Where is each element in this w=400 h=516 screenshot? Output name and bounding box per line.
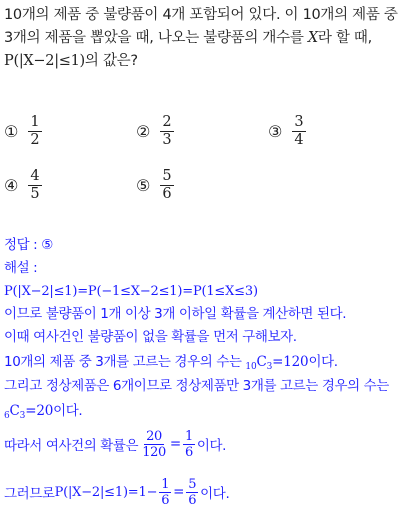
solution-step-2: 이때 여사건인 불량품이 없을 확률을 먼저 구해보자. (4, 329, 297, 345)
numerator: 5 (162, 168, 172, 184)
choice-number: ① (4, 122, 19, 141)
probability-expression: P(|X−2|≤1)=1− (54, 484, 158, 500)
choice-3[interactable] (268, 114, 306, 149)
solution-step-5 (4, 398, 398, 424)
denominator: 3 (162, 132, 172, 148)
question (4, 4, 396, 73)
combination-value: =20 (25, 403, 54, 419)
question-line-1: 10개의 제품 중 불량품이 4개 포함되어 있다. 이 10개의 제품 중 (4, 7, 398, 23)
solution-step-6 (4, 424, 398, 464)
choice-5[interactable] (136, 168, 174, 203)
explanation-label: 해설 : (4, 260, 38, 276)
choice-fraction (292, 114, 305, 149)
denominator: 5 (30, 186, 40, 202)
solution-text: 그러므로 (4, 486, 55, 502)
combination-symbol: C (256, 354, 267, 370)
solution-step-3 (4, 349, 398, 375)
choice-number: ③ (268, 122, 283, 141)
choice-fraction (160, 168, 173, 203)
choice-4[interactable] (4, 168, 42, 203)
fraction (140, 429, 168, 460)
choice-fraction (160, 114, 173, 149)
numerator: 1 (30, 114, 40, 130)
combination-n: 10 (245, 362, 257, 372)
probability-expression: P(|X−2|≤1) (4, 53, 85, 69)
question-line-3 (4, 50, 396, 73)
solution-step-7 (4, 470, 398, 514)
solution-text: 따라서 여사건의 확률은 (4, 438, 139, 454)
denominator: 6 (188, 492, 197, 508)
combination-n: 6 (4, 411, 10, 421)
question-line-2 (4, 27, 396, 50)
question-text: 의 값은? (84, 53, 138, 69)
choice-2[interactable] (136, 114, 174, 149)
answer-line: 정답 : ⑤ (4, 237, 53, 253)
choice-number: ⑤ (136, 176, 151, 195)
numerator: 3 (294, 114, 304, 130)
solution-step-4: 그리고 정상제품은 6개이므로 정상제품만 3개를 고르는 경우의 수는 (4, 378, 389, 394)
equals-sign: = (169, 436, 181, 452)
numerator: 20 (146, 428, 162, 444)
solution-text: 이다. (308, 354, 338, 370)
denominator: 6 (184, 444, 193, 460)
denominator: 6 (161, 492, 170, 508)
solution-equation-1: P(|X−2|≤1)=P(−1≤X−2≤1)=P(1≤X≤3) (4, 284, 258, 299)
combination-expression (4, 403, 53, 419)
solution (4, 234, 398, 514)
choice-number: ④ (4, 176, 19, 195)
combination-r: 3 (266, 362, 273, 372)
combination-r: 3 (19, 411, 26, 421)
choice-fraction (28, 114, 41, 149)
numerator: 4 (30, 168, 40, 184)
question-text: 라 할 때, (317, 30, 372, 46)
numerator: 2 (162, 114, 172, 130)
fraction (183, 429, 195, 460)
solution-text: 이다. (53, 403, 83, 419)
variable-x: X (307, 30, 318, 46)
combination-expression (245, 354, 308, 370)
denominator: 4 (294, 132, 304, 148)
numerator: 5 (188, 476, 197, 492)
solution-text: 10개의 제품 중 3개를 고르는 경우의 수는 (4, 354, 246, 370)
answer-choices (4, 114, 396, 204)
solution-text: 이다. (196, 438, 227, 454)
choice-fraction (28, 168, 41, 203)
combination-symbol: C (9, 403, 20, 419)
equals-sign: = (173, 484, 185, 500)
choice-1[interactable] (4, 114, 42, 149)
fraction (159, 477, 171, 508)
choice-number: ② (136, 122, 151, 141)
numerator: 1 (184, 428, 193, 444)
denominator: 120 (142, 444, 166, 460)
numerator: 1 (161, 476, 170, 492)
denominator: 6 (162, 186, 172, 202)
combination-value: =120 (272, 354, 309, 370)
solution-step-1: 이므로 불량품이 1개 이상 3개 이하일 확률을 계산하면 된다. (4, 306, 347, 322)
question-text: 3개의 제품을 뽑았을 때, 나오는 불량품의 개수를 (4, 30, 308, 46)
denominator: 2 (30, 132, 40, 148)
solution-text: 이다. (200, 486, 230, 502)
fraction (186, 477, 198, 508)
